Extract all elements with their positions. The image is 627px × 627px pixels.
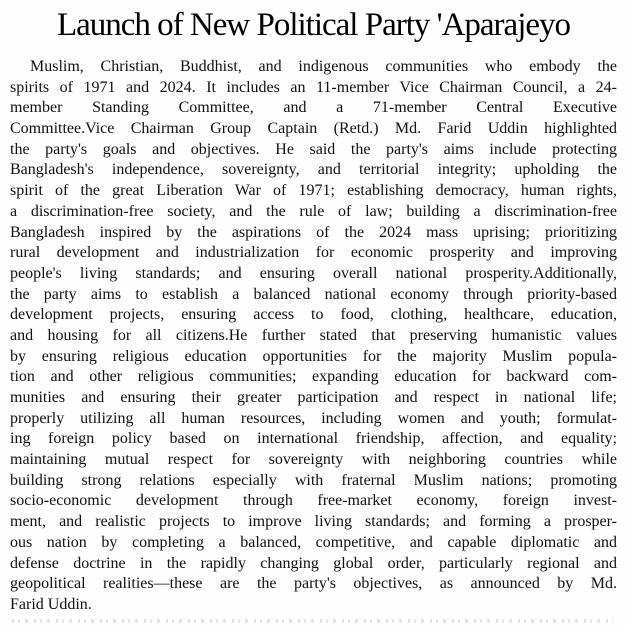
article-line: ous nation by completing a balanced, competitive, and capable diplomatic and <box>10 533 617 551</box>
article-line: building strong relations especially with fraternal Muslim nations; promoting <box>10 471 617 489</box>
article-line: ing foreign policy based on international friendship, affection, and equality; <box>10 430 617 448</box>
article-line: socio-economic development through free-market economy, foreign invest- <box>10 492 617 510</box>
article-line: Committee.Vice Chairman Group Captain (Retd.) Md. Farid Uddin highlighted <box>10 120 617 138</box>
article-line: properly utilizing all human resources, including women and youth; formulat- <box>10 409 617 427</box>
article-line: rural development and industrialization for economic prosperity and improving <box>10 244 617 262</box>
article-line: Farid Uddin. <box>10 595 92 613</box>
article-line: people's living standards; and ensuring overall national prosperity.Additionally, <box>10 264 617 282</box>
article-line: tion and other religious communities; expanding education for backward com- <box>10 368 617 386</box>
article-line: the party aims to establish a balanced national economy through priority-based <box>10 285 617 303</box>
article-line: spirit of the great Liberation War of 1971; establishing democracy, human rights, <box>10 182 617 200</box>
article-line: development projects, ensuring access to food, clothing, healthcare, education, <box>10 306 617 324</box>
page-title: Launch of New Political Party 'Aparajeyo <box>56 7 571 43</box>
article-line: Muslim, Christian, Buddhist, and indigenous communities who embody the <box>30 58 617 75</box>
article-line: geopolitical realities—these are the party's objectives, as announced by Md. <box>10 575 617 593</box>
article-line: by ensuring religious education opportunities for the majority Muslim popula- <box>10 347 617 365</box>
article-line: and housing for all citizens.He further stated that preserving humanistic values <box>10 326 617 344</box>
article-line: ment, and realistic projects to improve living standards; and forming a prosper- <box>10 513 617 531</box>
article-line: Bangladesh's independence, sovereignty, and territorial integrity; upholding the <box>10 161 617 179</box>
clipped-text-line <box>12 619 613 623</box>
article-line: a discrimination-free society, and the rule of law; building a discrimination-free <box>10 202 617 220</box>
article-line: munities and ensuring their greater participation and respect in national life; <box>10 389 617 406</box>
article-line: the party's goals and objectives. He said the party's aims include protecting <box>10 140 617 158</box>
article-body <box>0 57 627 616</box>
article-line: defense doctrine in the rapidly changing global order, particularly regional and <box>10 554 617 572</box>
article-line: maintaining mutual respect for sovereignty with neighboring countries while <box>10 451 617 469</box>
article-line: member Standing Committee, and a 71-member Central Executive <box>10 99 617 117</box>
article-line: spirits of 1971 and 2024. It includes an 11-member Vice Chairman Council, a 24- <box>10 78 617 96</box>
article-line: Bangladesh inspired by the aspirations of the 2024 mass uprising; prioritizing <box>10 223 617 241</box>
